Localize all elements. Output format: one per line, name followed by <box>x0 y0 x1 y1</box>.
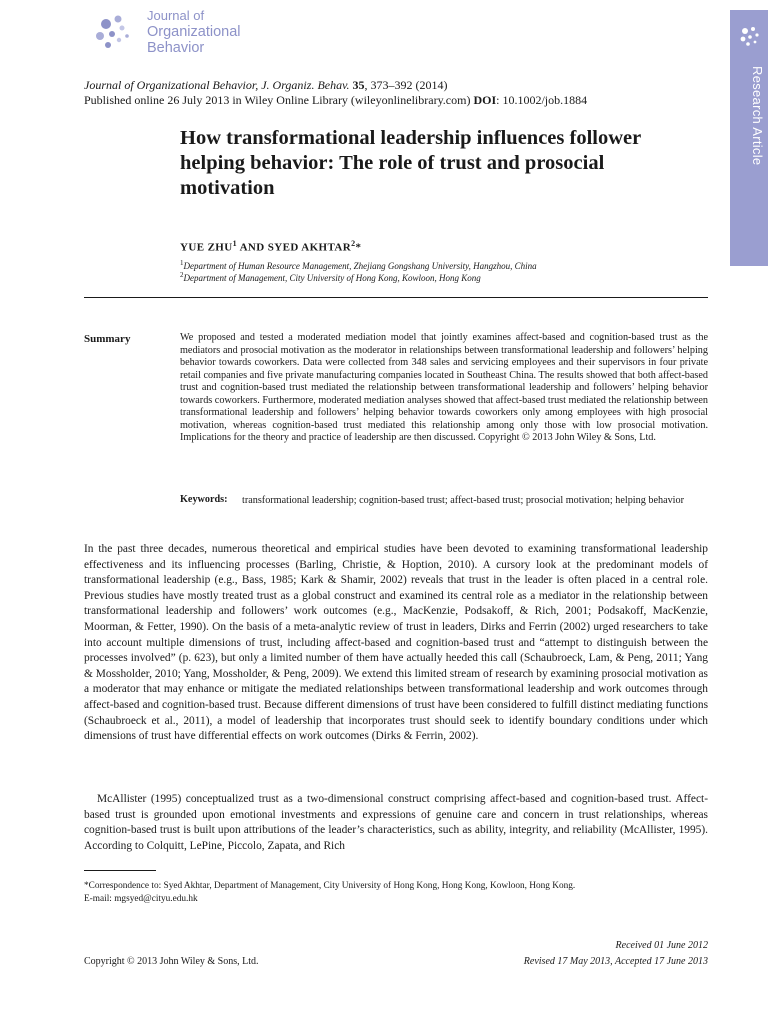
author-1-affil: 1 <box>232 239 238 248</box>
copyright-footer: Copyright © 2013 John Wiley & Sons, Ltd. <box>84 956 259 967</box>
affiliation-2-number: 2 <box>180 271 184 279</box>
side-tab-logo-icon <box>738 24 762 48</box>
footnote-line-1: *Correspondence to: Syed Akhtar, Department of Management, City University of Hong Kong, Hong Kong, Kowloon, Hong Kong. <box>84 881 576 891</box>
journal-citation <box>84 78 587 108</box>
body-paragraph-2: McAllister (1995) conceptualized trust as a two-dimensional construct comprising affect-based and cognition-based trust. Affect-based trust is grounded upon emotional investments and expressions of genuine care and concern in trust relationships, whereas cognition-based trust is built upon attributions of the leader’s characteristics, such as ability, integrity, and reliability (McAllister, 1995). According to Colquitt, LePine, Piccolo, Zapata, and Rich <box>84 793 708 852</box>
affiliation-1-text: Department of Human Resource Management, Zhejiang Gongshang University, Hangzhou, China <box>183 261 537 271</box>
affiliation-2-text: Department of Management, City University of Hong Kong, Kowloon, Hong Kong <box>183 273 481 283</box>
citation-line-2 <box>84 93 587 108</box>
article-dates <box>524 938 708 970</box>
doi-label: DOI <box>473 93 497 107</box>
keywords-text: transformational leadership; cognition-based trust; affect-based trust; prosocial motivation; helping behavior <box>242 495 684 506</box>
doi-value: : 10.1002/job.1884 <box>496 93 588 107</box>
article-title: How transformational leadership influences follower helping behavior: The role of trust and prosocial motivation <box>180 127 641 199</box>
corresponding-mark: * <box>355 241 362 254</box>
author-2-affil: 2 <box>351 239 356 248</box>
side-tab-label: Research Article <box>750 66 765 166</box>
volume-number: 35 <box>352 78 365 92</box>
journal-name: Journal of Organizational Behavior, J. Organiz. Behav. <box>84 78 350 92</box>
pages-year: , 373–392 (2014) <box>364 78 448 92</box>
citation-line-1 <box>84 78 587 93</box>
summary-label: Summary <box>84 333 131 345</box>
research-article-tab <box>730 10 768 266</box>
correspondence-footnote <box>84 880 708 905</box>
revised-accepted-date: Revised 17 May 2013, Accepted 17 June 2013 <box>523 956 708 967</box>
journal-logo-text <box>147 8 241 56</box>
author-1: YUE ZHU <box>180 241 233 254</box>
footnote-divider <box>84 870 156 871</box>
footnote-line-2: E-mail: mgsyed@cityu.edu.hk <box>84 893 198 904</box>
journal-logo-icon <box>92 10 152 54</box>
logo-line-1: Journal of <box>147 8 205 23</box>
affiliation-2 <box>180 271 481 283</box>
body-paragraph-1: In the past three decades, numerous theoretical and empirical studies have been devoted to examining transformational leadership effectiveness and its influencing processes (Barling, Christie, & Hoption, 2010). A cursory look at the predominant models of transformational leadership (e.g., Bass, 1985; Kark & Shamir, 2002) reveals that trust in the leader is often placed in a central role. Previous studies have mostly treated trust as a global construct and examined its central role as a mediator in the relationship between transformational leadership and followers’ work outcomes (e.g., MacKenzie, Podsakoff, & Rich, 2001; Podsakoff, MacKenzie, Moorman, & Fetter, 1990). On the basis of a meta-analytic review of trust in leaders, Dirks and Ferrin (2002) urged researchers to take into account multiple dimensions of trust, including affect-based and cognition-based trust and “attempt to distinguish between the processes involved” (p. 623), but only a limited number of them have actually heeded this call (Schaubroeck, Lam, & Peng, 2011; Yang & Mossholder, 2010; Yang, Mossholder, & Peng, 2009). We extend this limited stream of research by examining prosocial motivation as a moderator that may enhance or mitigate the mediated relationships between transformational leadership and work outcomes through affect-based and cognition-based trust. Because different dimensions of trust have been considered to fulfill distinct mediating functions (Schaubroeck et al., 2011), a model of leadership that incorporates trust should seek to identify boundary conditions under which dimensions of trust have differential effects on work outcomes (Dirks & Ferrin, 2002). <box>84 543 708 743</box>
affiliation-1 <box>180 259 537 271</box>
logo-line-2: Organizational <box>147 24 241 40</box>
logo-line-3: Behavior <box>147 40 205 56</box>
affiliation-1-number: 1 <box>180 259 184 267</box>
keywords-label: Keywords: <box>180 494 228 505</box>
published-online: Published online 26 July 2013 in Wiley Online Library (wileyonlinelibrary.com) <box>84 93 471 107</box>
summary-text: We proposed and tested a moderated mediation model that jointly examines affect-based and cognition-based trust as the mediators and prosocial motivation as the moderator in relationships between transformational leadership and followers’ helping behavior towards coworkers. Data were collected from 348 sales and servicing employees and their supervisors in four private retail companies and five private manufacturing companies located in Southeast China. The results showed that both affect-based trust and cognition-based trust mediated the relationship between transformational leadership and followers’ helping behavior towards coworkers. Furthermore, moderated mediation analyses showed that affect-based trust mediated the relationship between transformational leadership and followers’ helping behavior towards coworkers only among employees with high prosocial motivation, whereas cognition-based trust mediated this relationship among only those with low prosocial motivation. Implications for the theory and practice of leadership are then discussed. Copyright © 2013 John Wiley & Sons, Ltd. <box>180 332 708 443</box>
header-divider <box>84 297 708 298</box>
author-list <box>180 239 361 254</box>
author-2: AND SYED AKHTAR <box>237 241 352 254</box>
received-date: Received 01 June 2012 <box>615 940 708 951</box>
